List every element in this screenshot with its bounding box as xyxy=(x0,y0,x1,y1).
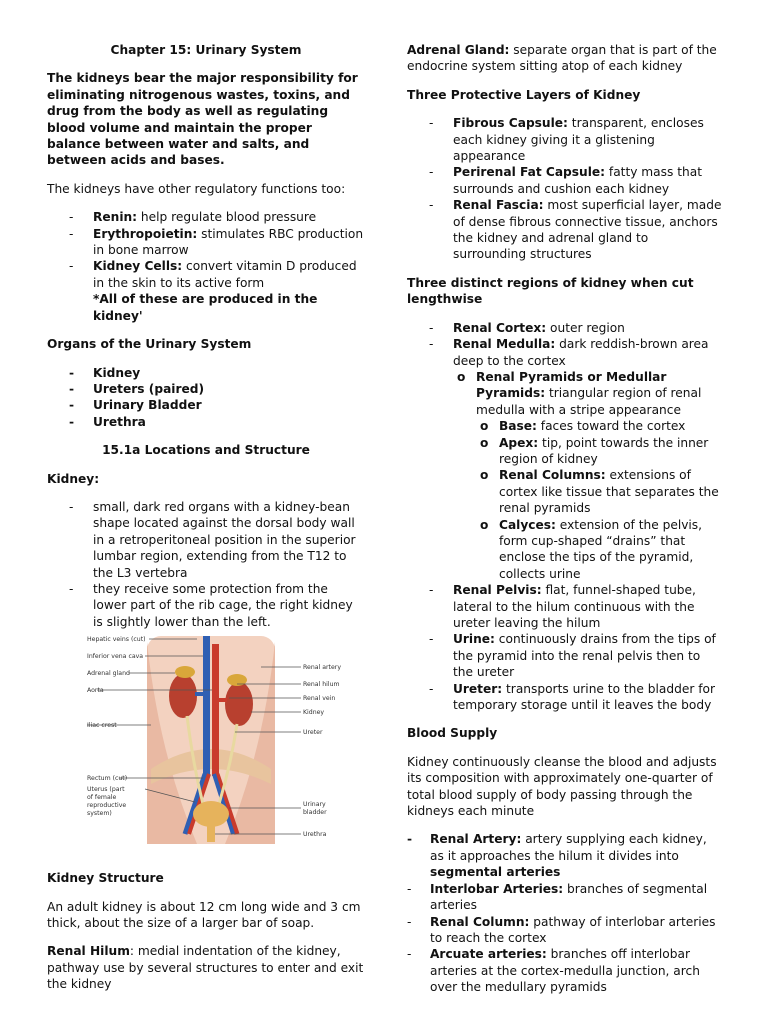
kidney-points xyxy=(47,499,365,630)
list-item: - Renal Medulla: dark reddish-brown area deep to the cortex o Renal Pyramids or Medullar Pyramids: triangular region of renal medulla with a stripe appearance o Base: faces toward the cortex o Apex: tip, point towards the inner region of kidney o Renal Columns: extensions of cortex like tissue that separates the renal pyramids o Calyces: extension of the pelvis, form cup-shaped “drains” that enclose the tips of the pyramid, collects urine xyxy=(407,336,723,582)
regions-heading: Three distinct regions of kidney when cut lengthwise xyxy=(407,275,694,307)
label-iliac-crest: Iliac crest xyxy=(87,722,117,730)
urinary-anatomy-illustration xyxy=(47,634,365,856)
label-rectum: Rectum (cut) xyxy=(87,775,128,783)
label-renal-hilum: Renal hilum xyxy=(303,681,340,689)
label-renal-artery: Renal artery xyxy=(303,664,342,672)
label-hepatic-veins: Hepatic veins (cut) xyxy=(87,636,146,644)
regulatory-note: *All of these are produced in the kidney' xyxy=(93,292,318,323)
list-item: - Renal Artery: artery supplying each kidney, as it approaches the hilum it divides into segmental arteries xyxy=(407,832,707,880)
layers-heading: Three Protective Layers of Kidney xyxy=(407,87,641,102)
blood-supply-heading: Blood Supply xyxy=(407,726,498,741)
structure-heading: Kidney Structure xyxy=(47,871,164,886)
label-adrenal-gland: Adrenal gland xyxy=(87,670,130,678)
organs-list xyxy=(47,365,365,431)
label-urethra: Urethra xyxy=(303,831,327,839)
list-item: o Renal Columns: extensions of cortex like tissue that separates the renal pyramids xyxy=(480,468,719,516)
chapter-title: Chapter 15: Urinary System xyxy=(110,43,302,57)
list-item: o Renal Pyramids or Medullar Pyramids: triangular region of renal medulla with a stripe appearance o Base: faces toward the cortex o Apex: tip, point towards the inner region of kidney o Renal Columns: extensions of cortex like tissue that separates the renal pyramids o Calyces: extension of the pelvis, form cup-shaped “drains” that enclose the tips of the pyramid, collects urine xyxy=(453,369,723,582)
left-column xyxy=(47,42,365,1005)
regulatory-list xyxy=(47,209,365,291)
pyramid-parts-list xyxy=(476,418,723,582)
section-title: 15.1a Locations and Structure xyxy=(102,443,310,458)
list-item: - Arcuate arteries: branches off interlobar arteries at the cortex-medulla junction, arch over the medullary pyramids xyxy=(407,947,700,995)
list-item: - small, dark red organs with a kidney-bean shape located against the dorsal body wall in a retroperitoneal position in the superior lumbar region, extending from the T12 to the L3 vertebra xyxy=(69,499,356,580)
list-item: - Kidney Cells: convert vitamin D produced in the skin to its active form xyxy=(69,259,357,290)
list-item: - Fibrous Capsule: transparent, encloses each kidney giving it a glistening appearance xyxy=(429,116,704,164)
blood-supply-text: Kidney continuously cleanse the blood and adjusts its composition with approximately one-quarter of total blood supply of body passing through the kidneys each minute xyxy=(407,754,717,819)
list-item: o Calyces: extension of the pelvis, form cup-shaped “drains” that enclose the tips of the pyramid, collects urine xyxy=(480,517,703,581)
list-item: - Renal Column: pathway of interlobar arteries to reach the cortex xyxy=(407,914,716,945)
list-item: - they receive some protection from the lower part of the rib cage, the right kidney is slightly lower than the left. xyxy=(69,581,353,629)
urinary-system-figure xyxy=(47,634,365,856)
hilum-paragraph: Renal Hilum: medial indentation of the kidney, pathway use by several structures to enter and exit the kidney xyxy=(47,944,364,992)
structure-text: An adult kidney is about 12 cm long wide and 3 cm thick, about the size of a larger bar of soap. xyxy=(47,899,361,930)
pyramids-list xyxy=(453,369,723,582)
label-renal-vein: Renal vein xyxy=(303,695,336,703)
label-inferior-vena-cava: Inferior vena cava xyxy=(87,653,144,661)
list-item: - Erythropoietin: stimulates RBC production in bone marrow xyxy=(69,226,364,258)
list-item: o Base: faces toward the cortex xyxy=(480,419,686,434)
list-item: - Renin: help regulate blood pressure xyxy=(69,210,317,225)
list-item: - Renal Pelvis: flat, funnel-shaped tube, lateral to the hilum continuous with the ureter leaving the hilum xyxy=(429,583,696,630)
list-item: o Apex: tip, point towards the inner region of kidney xyxy=(480,435,709,466)
list-item: - Ureters (paired) xyxy=(69,381,205,396)
adrenal-paragraph: Adrenal Gland: separate organ that is part of the endocrine system sitting atop of each kidney xyxy=(407,43,717,74)
label-kidney: Kidney xyxy=(303,709,325,717)
label-urinary-bladder: Urinary bladder xyxy=(303,801,327,817)
list-item: - Urine: continuously drains from the tips of the pyramid into the renal pelvis then to the ureter xyxy=(429,632,716,680)
regions-list xyxy=(407,320,723,714)
regulatory-intro: The kidneys have other regulatory functions too: xyxy=(47,181,346,196)
list-item: - Renal Fascia: most superficial layer, made of dense fibrous connective tissue, anchors the kidney and adrenal gland to surrounding structures xyxy=(429,198,722,262)
list-item: - Perirenal Fat Capsule: fatty mass that surrounds and cushion each kidney xyxy=(429,165,702,196)
list-item: - Urinary Bladder xyxy=(69,398,202,413)
list-item: - Kidney xyxy=(69,365,141,380)
list-item: - Urethra xyxy=(69,414,146,429)
list-item: - Ureter: transports urine to the bladder for temporary storage until it leaves the body xyxy=(429,681,715,713)
label-uterus: Uterus (part of female reproductive system) xyxy=(87,786,127,818)
label-ureter: Ureter xyxy=(303,729,323,737)
right-column xyxy=(407,42,723,1008)
vessels-list xyxy=(407,831,723,995)
layers-list xyxy=(407,115,723,263)
label-aorta: Aorta xyxy=(87,687,104,695)
list-item: - Interlobar Arteries: branches of segmental arteries xyxy=(407,881,708,913)
kidney-heading: Kidney: xyxy=(47,471,100,486)
organs-heading: Organs of the Urinary System xyxy=(47,337,252,352)
intro-paragraph: The kidneys bear the major responsibility for eliminating nitrogenous wastes, toxins, and drug from the body as well as regulating blood volume and maintain the proper balance between water and salts, and between acids and bases. xyxy=(47,71,358,168)
list-item: - Renal Cortex: outer region xyxy=(429,320,625,335)
